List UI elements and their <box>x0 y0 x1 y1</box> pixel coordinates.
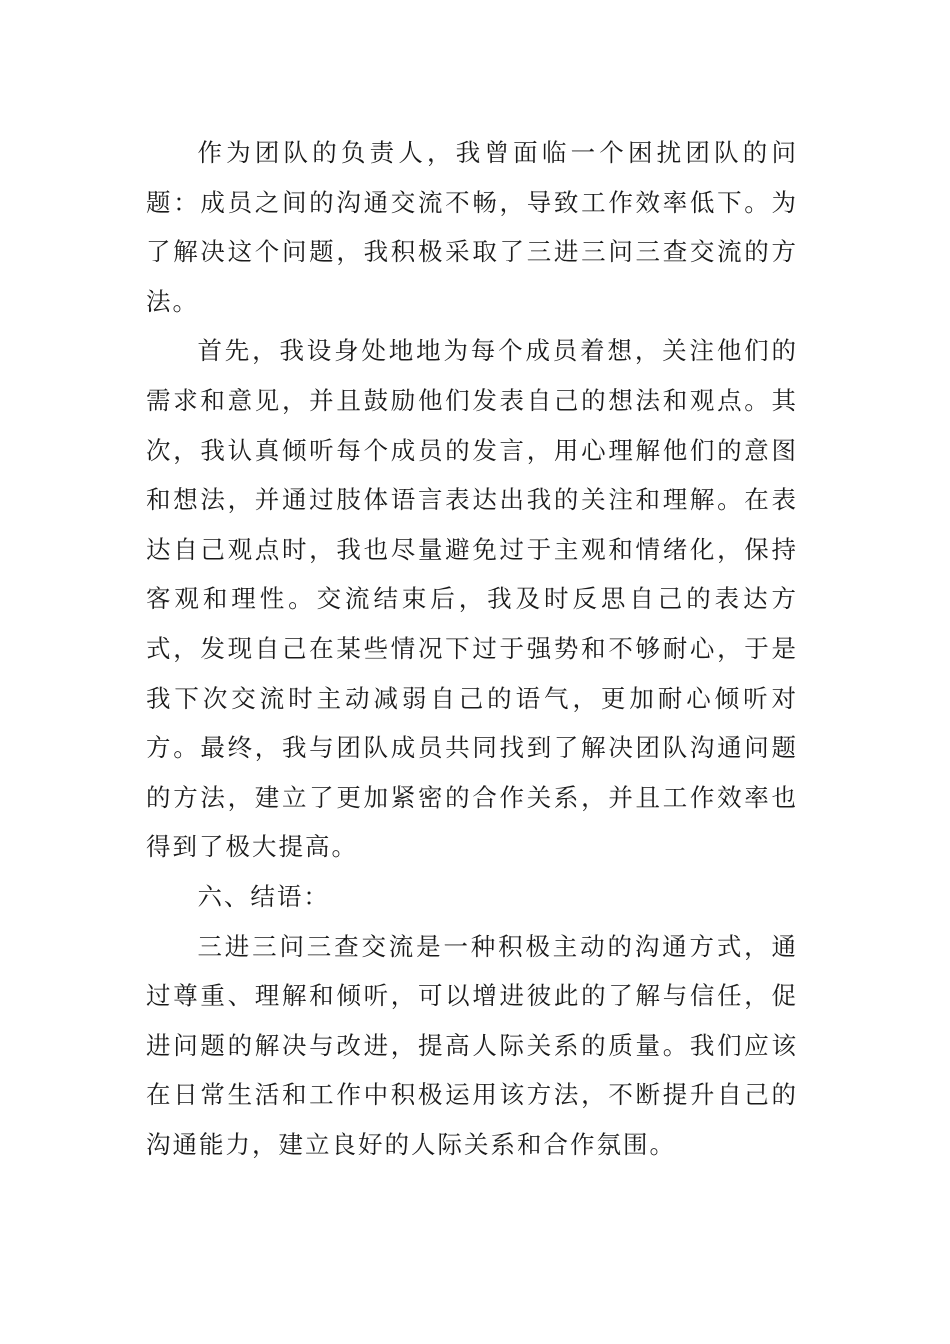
paragraph-team-problem: 作为团队的负责人，我曾面临一个困扰团队的问题：成员之间的沟通交流不畅，导致工作效率低下。为了解决这个问题，我积极采取了三进三问三查交流的方法。 <box>146 138 798 316</box>
paragraph-approach: 首先，我设身处地地为每个成员着想，关注他们的需求和意见，并且鼓励他们发表自己的想法和观点。其次，我认真倾听每个成员的发言，用心理解他们的意图和想法，并通过肢体语言表达出我的关注和理解。在表达自己观点时，我也尽量避免过于主观和情绪化，保持客观和理性。交流结束后，我及时反思自己的表达方式，发现自己在某些情况下过于强势和不够耐心，于是我下次交流时主动减弱自己的语气，更加耐心倾听对方。最终，我与团队成员共同找到了解决团队沟通问题的方法，建立了更加紧密的合作关系，并且工作效率也得到了极大提高。 <box>146 336 798 862</box>
paragraph-conclusion: 三进三问三查交流是一种积极主动的沟通方式，通过尊重、理解和倾听，可以增进彼此的了解与信任，促进问题的解决与改进，提高人际关系的质量。我们应该在日常生活和工作中积极运用该方法，不断提升自己的沟通能力，建立良好的人际关系和合作氛围。 <box>146 931 798 1159</box>
document-body <box>146 128 798 1169</box>
section-heading-conclusion: 六、结语： <box>197 881 330 911</box>
